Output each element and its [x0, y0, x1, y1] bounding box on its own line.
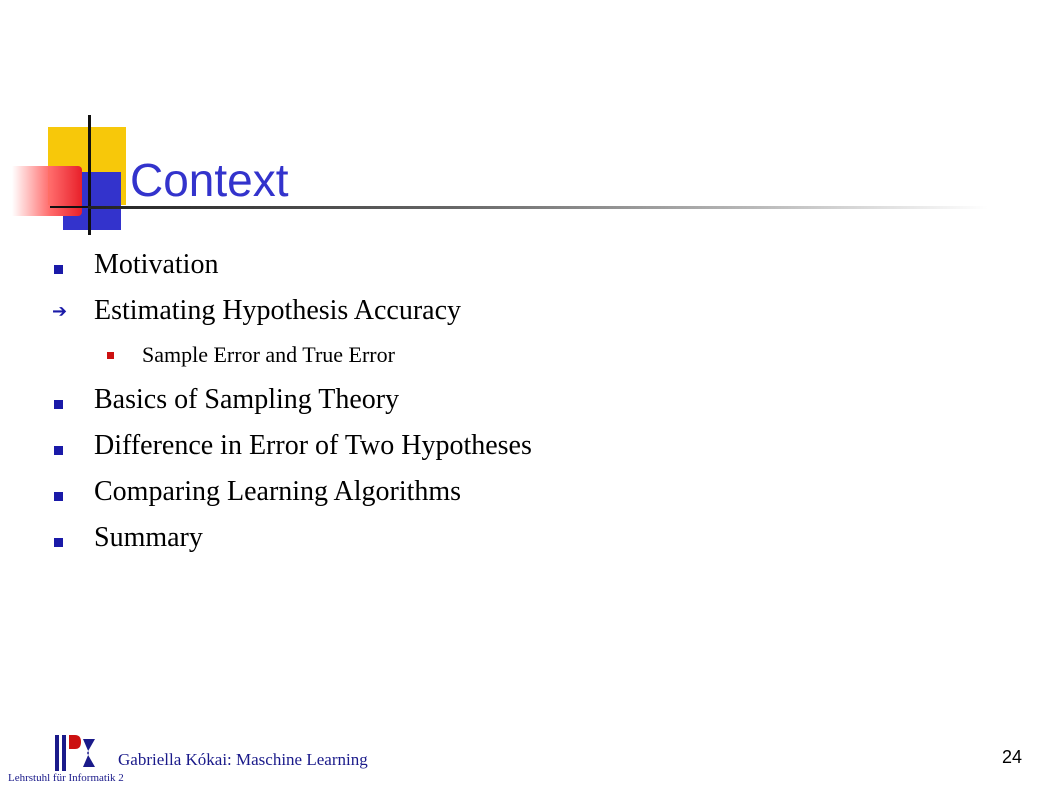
ips-logo-icon [55, 735, 97, 771]
bullet-square-icon [54, 492, 63, 501]
arrow-right-icon: ➔ [52, 301, 68, 322]
footer-department: Lehrstuhl für Informatik 2 [8, 772, 124, 784]
bullet-square-icon [54, 538, 63, 547]
bullet-item-current: Estimating Hypothesis Accuracy [94, 295, 462, 326]
bullet-square-icon [54, 265, 63, 274]
bullet-square-icon [54, 446, 63, 455]
bullet-item: Difference in Error of Two Hypotheses [94, 430, 532, 461]
bullet-item: Motivation [94, 249, 219, 280]
bullet-item: Summary [94, 522, 203, 553]
bullet-square-icon [54, 400, 63, 409]
bullet-item: Comparing Learning Algorithms [94, 476, 462, 507]
title-decoration-vertical-line [88, 115, 91, 235]
slide-title: Context [130, 154, 289, 206]
page-number: 24 [1002, 747, 1023, 767]
sub-bullet-square-icon [107, 352, 114, 359]
footer-author-course: Gabriella Kókai: Maschine Learning [118, 750, 368, 769]
sub-bullet-item: Sample Error and True Error [142, 342, 395, 367]
title-decoration-red [12, 166, 82, 216]
bullet-item: Basics of Sampling Theory [94, 384, 400, 415]
